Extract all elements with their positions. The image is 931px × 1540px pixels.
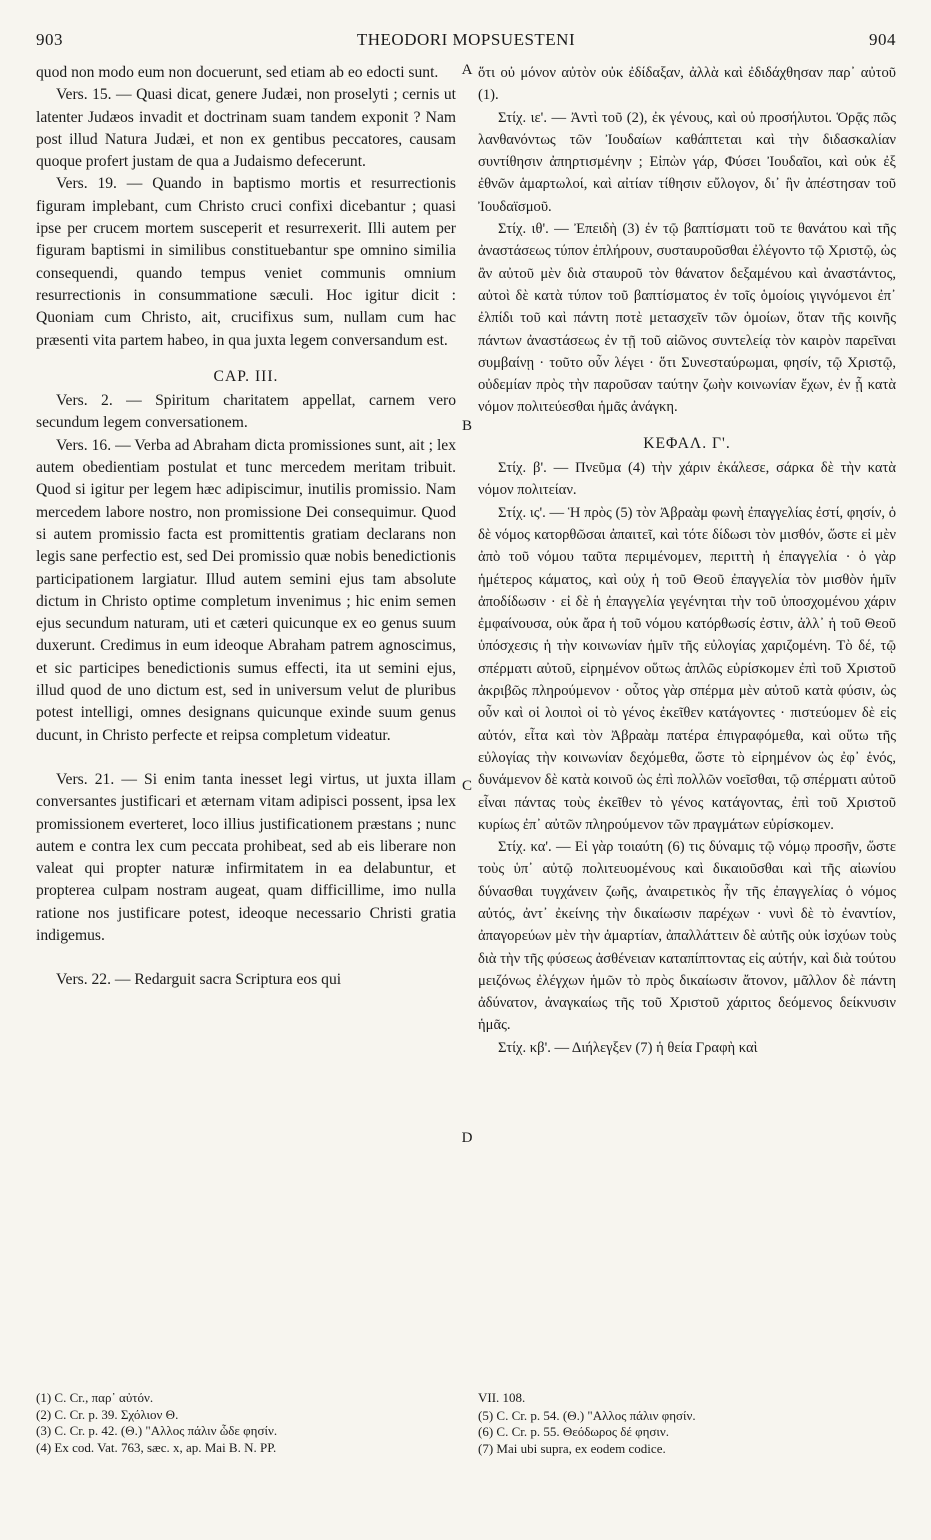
footnote: (1) C. Cr., παρ᾽ αὐτόν. [36, 1390, 154, 1405]
footnote: (3) C. Cr. p. 42. (Θ.) "Αλλος πάλιν ὧδε φησίν. [36, 1423, 278, 1438]
footnotes-left [36, 1390, 456, 1456]
greek-verse-22: Στίχ. κβ'. — Διήλεγξεν (7) ἡ θεία Γραφὴ καὶ [498, 1039, 758, 1056]
latin-verse-19: Vers. 19. — Quando in baptismo mortis et resurrectionis figuram implebant, cum Christo cruci confixi dicebantur ; quasi ipse per crucem mortem susceperit et resurrexerit. Illi autem per figuram baptismi in similibus constituebantur spe omnino similia consequendi, quando tempus veniet communis omnium resurrectionis in consummatione sæculi. Hoc igitur dicit : Quoniam cum Christo, ait, crucifixus sum, nullam cum hac præsenti vita partem habeo, in qua juxta legem conversandum est. [36, 175, 456, 349]
footnote: (2) C. Cr. p. 39. Σχόλιον Θ. [36, 1406, 179, 1422]
margin-marker-b: B [461, 418, 472, 434]
footnote: (4) Ex cod. Vat. 763, sæc. x, ap. Mai B. N. PP. [36, 1439, 277, 1455]
latin-verse-22: Vers. 22. — Redarguit sacra Scriptura eos qui [56, 971, 342, 989]
margin-marker-d: D [461, 1130, 473, 1146]
latin-verse-2: Vers. 2. — Spiritum charitatem appellat, carnem vero secundum legem conversationem. [36, 392, 456, 432]
page-number-left: 903 [36, 30, 63, 49]
footnote: (7) Mai ubi supra, ex eodem codice. [478, 1440, 666, 1456]
latin-chapter-heading: CAP. III. [213, 367, 279, 385]
page-number-right: 904 [869, 30, 896, 49]
running-header [36, 30, 896, 54]
footnote: (6) C. Cr. p. 55. Θεόδωρος δέ φησιν. [478, 1424, 670, 1439]
greek-paragraph: ὅτι οὐ μόνον αὐτὸν οὐκ ἐδίδαξαν, ἀλλὰ καὶ ἐδιδάχθησαν παρ᾽ αὐτοῦ (1). [478, 65, 896, 104]
footnotes-right [478, 1390, 896, 1457]
latin-verse-21: Vers. 21. — Si enim tanta inesset legi virtus, ut juxta illam conversantes justificari et æternam vitam adipisci possent, ipsa lex promissionem everteret, loco illius justificationem præstans ; nunc autem e contra lex cum peccata prohibeat, sed ab eis liberare non valeat qui propter naturæ infirmitatem in ea delabuntur, et propterea culpam nostram augeat, quam difficillime, imo nulla ratione nos justificare potest, ideoque necessario Christi gratia indigemus. [36, 770, 456, 944]
margin-marker-c: C [461, 778, 472, 794]
volume-signature: VII. 108. [478, 1390, 526, 1405]
greek-verse-21: Στίχ. κα'. — Εἰ γὰρ τοιαύτη (6) τις δύναμις τῷ νόμῳ προσῆν, ὥστε τοὺς ὑπ᾽ αὐτῷ πολιτευομένους καὶ δικαιοῦσθαι καὶ τῆς αἰωνίου δύνασθαι τυγχάνειν ζωῆς, ἀναιρετικὸς ἦν τῆς ἐπαγγελίας ὁ νόμος αὐτός, ἀντ᾽ ἐκείνης τὴν δικαίωσιν παρέχων · νυνὶ δὲ τὸ ἐναντίον, ἀπαγορεύων μὲν τὴν ἁμαρτίαν, ἀπαλλάττειν δὲ αὐτῆς οὐκ ἰσχύων τοὺς διὰ τὴν τῆς φύσεως ἀσθένειαν καταπίπτοντας εἰς αὐτήν, καὶ διὰ τούτου μειζόνως ἐλέγχων ἡμῶν τὸ πρὸς δικαίωσιν ἄτονον, μᾶλλον δὲ πάντη ἀδύνατον, ἀναγκαίως τῆς τοῦ Χριστοῦ χάριτος δεόμενος δείκνυσιν ἡμᾶς. [478, 839, 896, 1034]
greek-verse-16: Στίχ. ις'. — Ἡ πρὸς (5) τὸν Ἀβραὰμ φωνὴ ἐπαγγελίας ἐστί, φησίν, ὁ δὲ νόμος κατορθῶσαι ἀπαιτεῖ, καὶ τότε δίδωσι τὸν μισθόν, ὥστε εἰ μὲν ἀπὸ τοῦ νόμου ταῦτα περιμένομεν, περιττὴ ἡ ἐπαγγελία · ὁ γὰρ ἡμέτερος κάματος, καὶ οὐχ ἡ τοῦ Θεοῦ ἐπαγγελία τὸν μισθὸν ἡμῖν ἀποδίδωσιν · εἰ δὲ ἡ ἐπαγγελία γεγένηται τὴν τοῦ ὑποσχομένου χάριν ἐμφαίνουσα, οὐκ ἄρα ἡ τοῦ νόμου κατόρθωσίς ἐστιν, ἀλλ᾽ ἡ τοῦ Θεοῦ ὑπόσχεσις ἡ τὴν κοινωνίαν ἡμῖν τῆς εὐλογίας χαριζομένη. Τὸ δέ, τῷ σπέρματι αὐτοῦ, εἰρημένον οὕτως ἁπλῶς εὑρίσκομεν ἐπὶ τοῦ Χριστοῦ ἀκριβῶς πληρούμενον · οὗτος γὰρ σπέρμα μὲν αὐτοῦ κατὰ φύσιν, ὡς οὖν καὶ οἱ λοιποὶ οἱ τὸ γένος ἐκεῖθεν κατάγοντες · πιστεύομεν δὲ εἰς αὐτόν, εἶτα καὶ τὸν Ἀβραὰμ πατέρα ἐπιγραφόμεθα, καὶ οὕτω τῆς εὐλογίας τὴν κοινωνίαν δεχόμεθα, ὥστε τὸ εἰρημένον ὡς ἐφ᾽ ἑνός, δυνάμενον δὲ κατὰ κοινοῦ ὡς ἐπὶ πολλῶν νοεῖσθαι, τῷ σπέρματι αὐτοῦ εἶναι πάντας τοὺς ἐκεῖθεν τὸ γένος κατάγοντας, ἐπὶ τοῦ Χριστοῦ κυρίως ἐπ᾽ αὐτῶν πληρούμενον τῶν πραγμάτων εὑρίσκομεν. [478, 504, 896, 833]
latin-verse-15: Vers. 15. — Quasi dicat, genere Judæi, non proselyti ; cernis ut latenter Judæos invadit et doctrinam suam tandem exponit ? Nam post illud Natura Judæi, et non ex gentibus peccatores, causam quoque profert justam de qua a Judaismo defecerunt. [36, 86, 456, 171]
latin-column [36, 62, 456, 992]
latin-verse-16: Vers. 16. — Verba ad Abraham dicta promissiones sunt, ait ; lex autem obedientiam postulat et tunc mercedem meritam tribuit. Quod si igitur per legem hæc adipiscimur, inutilis promissio. Nam mercedem labore nostro, non promissione Dei consequimur. Quod si autem promissio facta est promittentis gratiam declarans non legis sane perfectio est, sed Dei promissio quæ nobis benedictionis participationem largiatur. Illud autem semini ejus tam absolute dictum in Christo optime completum invenimus ; hic enim semen ejus secundum naturam, uti et cæteri quicunque ex eo genus suum duxerunt. Credimus in eum ideoque Abraham patrem agnoscimus, et sic participes benedictionis sumus effecti, ita ut semini ejus, illud quod de uno dictum est, sed in universum velut de pluribus potest intelligi, omnes designans quicunque exinde suum genus ducunt, in Christo perfecte et reipsa completum videatur. [36, 436, 456, 744]
margin-marker-a: A [461, 62, 473, 78]
footnote: (5) C. Cr. p. 54. (Θ.) "Αλλος πάλιν φησίν. [478, 1407, 696, 1423]
greek-verse-15: Στίχ. ιε'. — Ἀντὶ τοῦ (2), ἐκ γένους, καὶ οὐ προσήλυτοι. Ὁρᾷς πῶς λανθανόντως τῶν Ἰουδαίων καθάπτεται καὶ τὴν διδασκαλίαν συντίθησιν ἀπηρτισμένην ; Εἰπὼν γάρ, Φύσει Ἰουδαῖοι, καὶ οὐκ ἐξ ἐθνῶν ἁμαρτωλοί, καὶ αἰτίαν τίθησιν εὔλογον, δι᾽ ἣν ἀπέστησαν τοῦ Ἰουδαϊσμοῦ. [478, 109, 896, 215]
greek-verse-19: Στίχ. ιθ'. — Ἐπειδὴ (3) ἐν τῷ βαπτίσματι τοῦ τε θανάτου καὶ τῆς ἀναστάσεως τύπον ἐπλήρουν, συσταυροῦσθαι ἐλέγοντο τῷ Χριστῷ, ὡς ἂν αὐτοῦ μὲν διὰ σταυροῦ τὸν θάνατον δεξαμένου καὶ ἀναστάντος, αὐτοὶ δὲ κατὰ τύπον τοῦ βαπτίσματος ἐν τοῖς ὁμοίοις γιγνόμενοι ἐπ᾽ ἐλπίδι τοῦ καὶ πάντη ποτὲ μετασχεῖν τῶν ὁμοίων, ὅταν τῆς κοινῆς πάντων ἀναστάσεως ἐν τῇ τοῦ αἰῶνος συντελείᾳ τὸν καιρὸν παρεῖναι συμβαίνῃ · τοῦτο οὖν λέγει · ὅτι Συνεσταύρωμαι, φησίν, τῷ Χριστῷ, οὐδεμίαν πρὸς τὴν παροῦσαν ταύτην ζωὴν κοινωνίαν ἔχων, ἐν ᾗ κατὰ νόμον πολιτεύεσθαι ἡμᾶς ἀνάγκη. [478, 221, 896, 416]
latin-paragraph: quod non modo eum non docuerunt, sed etiam ab eo edocti sunt. [36, 64, 439, 81]
greek-column [478, 62, 896, 1059]
greek-chapter-heading: ΚΕΦΑΛ. Γ'. [643, 434, 731, 452]
greek-verse-2: Στίχ. β'. — Πνεῦμα (4) τὴν χάριν ἐκάλεσε, σάρκα δὲ τὴν κατὰ νόμον πολιτείαν. [478, 460, 896, 499]
running-title: THEODORI MOPSUESTENI [356, 30, 576, 49]
